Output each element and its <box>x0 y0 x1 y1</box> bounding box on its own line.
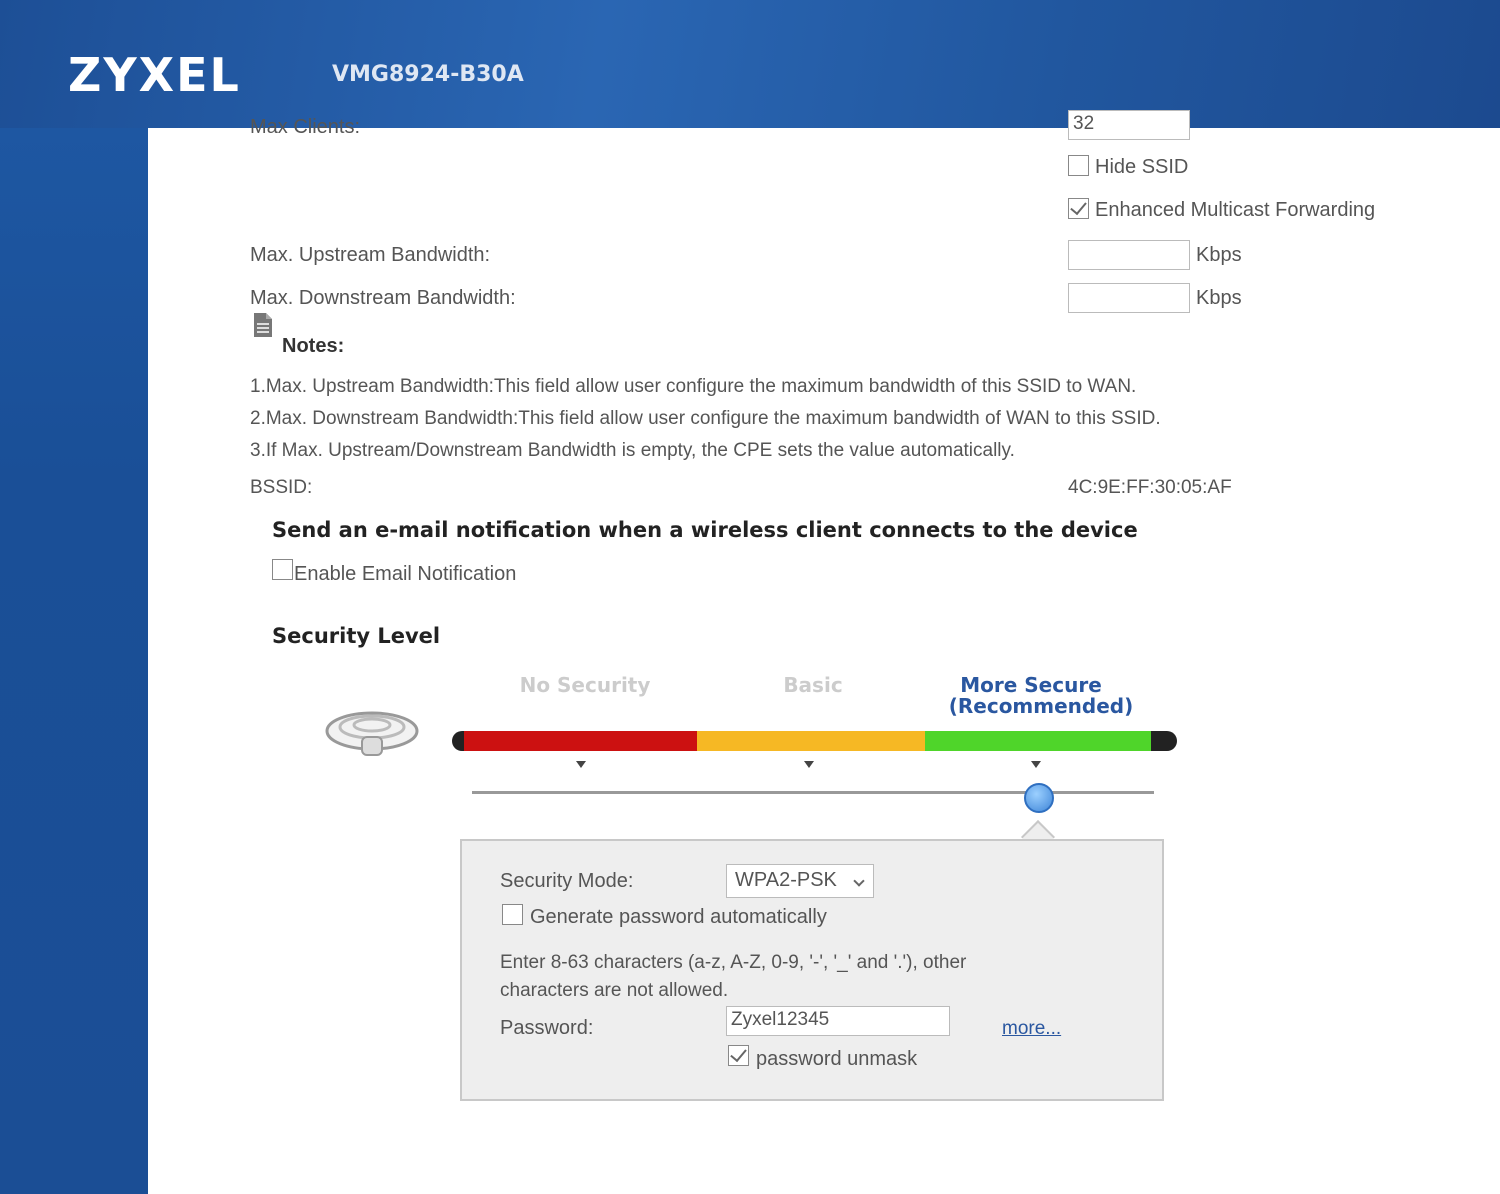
more-link[interactable]: more... <box>1002 1018 1062 1039</box>
level-bar-cap-right <box>1151 731 1177 751</box>
level-more-secure[interactable]: More Secure <box>960 673 1102 697</box>
note-icon <box>252 311 274 339</box>
level-recommended: (Recommended) <box>948 694 1134 718</box>
enable-email-label: Enable Email Notification <box>294 563 517 585</box>
settings-panel <box>148 113 1500 1194</box>
brand-logo: ZYXEL <box>68 48 241 102</box>
level-bar-yellow <box>697 731 925 751</box>
max-clients-input[interactable]: 32 <box>1068 110 1190 140</box>
upstream-unit: Kbps <box>1196 244 1242 266</box>
upstream-bandwidth-label: Max. Upstream Bandwidth: <box>250 244 491 266</box>
bssid-label: BSSID: <box>250 477 313 498</box>
header-bar <box>0 0 1500 128</box>
generate-password-label: Generate password automatically <box>530 906 827 928</box>
note-line-1: 1.Max. Upstream Bandwidth:This field allow user configure the maximum bandwidth of this SSID to WAN. <box>250 376 1137 397</box>
security-mode-value: WPA2-PSK <box>735 869 837 891</box>
level-basic[interactable]: Basic <box>783 673 843 697</box>
password-input[interactable]: Zyxel12345 <box>726 1006 950 1036</box>
downstream-bandwidth-label: Max. Downstream Bandwidth: <box>250 287 516 309</box>
note-line-2: 2.Max. Downstream Bandwidth:This field allow user configure the maximum bandwidth of WAN to this SSID. <box>250 408 1161 429</box>
level-no-security[interactable]: No Security <box>519 673 651 697</box>
hide-ssid-label: Hide SSID <box>1095 156 1189 178</box>
notes-title: Notes: <box>282 335 345 357</box>
upstream-bandwidth-input[interactable] <box>1068 240 1190 270</box>
security-mode-label: Security Mode: <box>500 870 634 892</box>
downstream-unit: Kbps <box>1196 287 1242 309</box>
password-hint-line-2: characters are not allowed. <box>500 980 729 1001</box>
max-clients-label: Max Clients: <box>250 116 361 138</box>
hide-ssid-checkbox[interactable] <box>1068 155 1089 176</box>
enable-email-checkbox[interactable] <box>272 559 293 580</box>
password-unmask-checkbox[interactable] <box>728 1045 749 1066</box>
level-tick-1 <box>576 761 586 768</box>
password-unmask-label: password unmask <box>756 1048 918 1070</box>
email-notification-heading: Send an e-mail notification when a wireless client connects to the device <box>272 518 1138 542</box>
model-name: VMG8924-B30A <box>332 62 524 87</box>
password-label: Password: <box>500 1017 594 1039</box>
password-hint-line-1: Enter 8-63 characters (a-z, A-Z, 0-9, '-', '_' and '.'), other <box>500 952 967 973</box>
note-line-3: 3.If Max. Upstream/Downstream Bandwidth is empty, the CPE sets the value automatically. <box>250 440 1015 461</box>
level-bar-red <box>464 731 697 751</box>
enhanced-multicast-checkbox[interactable] <box>1068 198 1089 219</box>
level-bar-green <box>925 731 1151 751</box>
router-icon <box>324 703 420 763</box>
level-tick-3 <box>1031 761 1041 768</box>
generate-password-checkbox[interactable] <box>502 904 523 925</box>
chevron-down-icon <box>853 875 864 886</box>
bssid-value: 4C:9E:FF:30:05:AF <box>1068 477 1232 498</box>
level-tick-2 <box>804 761 814 768</box>
security-mode-select[interactable] <box>726 864 874 898</box>
downstream-bandwidth-input[interactable] <box>1068 283 1190 313</box>
enhanced-multicast-label: Enhanced Multicast Forwarding <box>1095 199 1376 221</box>
security-level-heading: Security Level <box>272 624 441 648</box>
level-slider-handle[interactable] <box>1024 783 1054 813</box>
